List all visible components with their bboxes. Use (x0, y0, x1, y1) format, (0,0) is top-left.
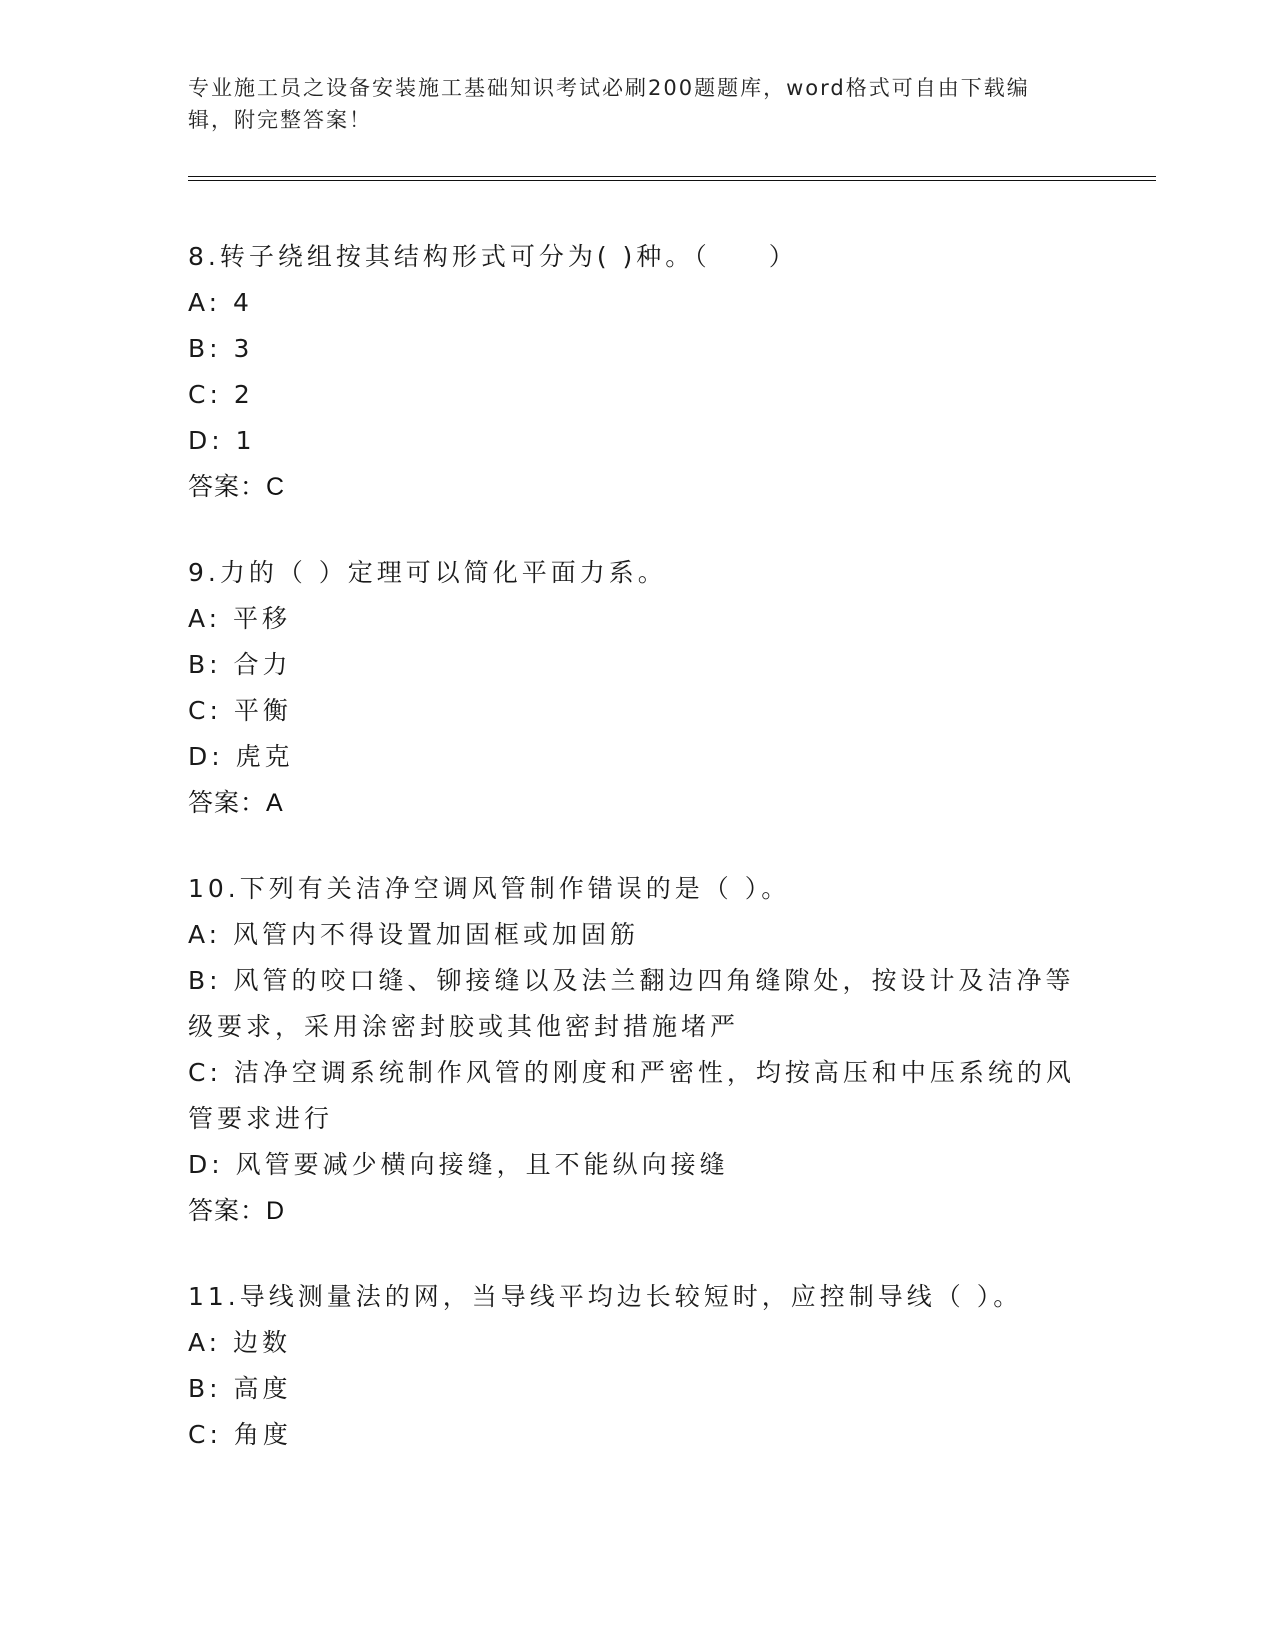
option-b: B: 风管的咬口缝、铆接缝以及法兰翻边四角缝隙处，按设计及洁净等级要求，采用涂密封胶或其他密封措施堵严 (188, 966, 1075, 1041)
option-d: D: 虎克 (188, 742, 294, 771)
option-c: C: 2 (188, 380, 254, 409)
question-10 (188, 866, 1088, 1234)
option-a: A: 平移 (188, 604, 292, 633)
option-c: C: 洁净空调系统制作风管的刚度和严密性，均按高压和中压系统的风管要求进行 (188, 1058, 1075, 1133)
question-list (188, 234, 1088, 1498)
option-a: A: 4 (188, 288, 253, 317)
answer-line: 答案：C (188, 473, 286, 501)
question-stem: 8.转子绕组按其结构形式可分为( )种。（ ） (188, 242, 798, 271)
question-8 (188, 234, 1088, 510)
question-stem: 9.力的（ ）定理可以简化平面力系。 (188, 558, 667, 587)
question-11 (188, 1274, 1088, 1458)
question-stem: 10.下列有关洁净空调风管制作错误的是（ ）。 (188, 874, 791, 903)
answer-line: 答案：A (188, 789, 284, 817)
option-b: B: 合力 (188, 650, 292, 679)
option-d: D: 1 (188, 426, 256, 455)
option-d: D: 风管要减少横向接缝，且不能纵向接缝 (188, 1150, 729, 1179)
question-9 (188, 550, 1088, 826)
header-double-rule (188, 176, 1156, 181)
option-c: C: 平衡 (188, 696, 292, 725)
option-c: C: 角度 (188, 1420, 292, 1449)
option-b: B: 3 (188, 334, 254, 363)
answer-line: 答案：D (188, 1197, 286, 1225)
document-header-text: 专业施工员之设备安装施工基础知识考试必刷200题题库，word格式可自由下载编辑，附完整答案！ (188, 76, 1030, 132)
option-a: A: 风管内不得设置加固框或加固筋 (188, 920, 640, 949)
option-b: B: 高度 (188, 1374, 292, 1403)
question-stem: 11.导线测量法的网，当导线平均边长较短时，应控制导线（ ）。 (188, 1282, 1023, 1311)
option-a: A: 边数 (188, 1328, 292, 1357)
